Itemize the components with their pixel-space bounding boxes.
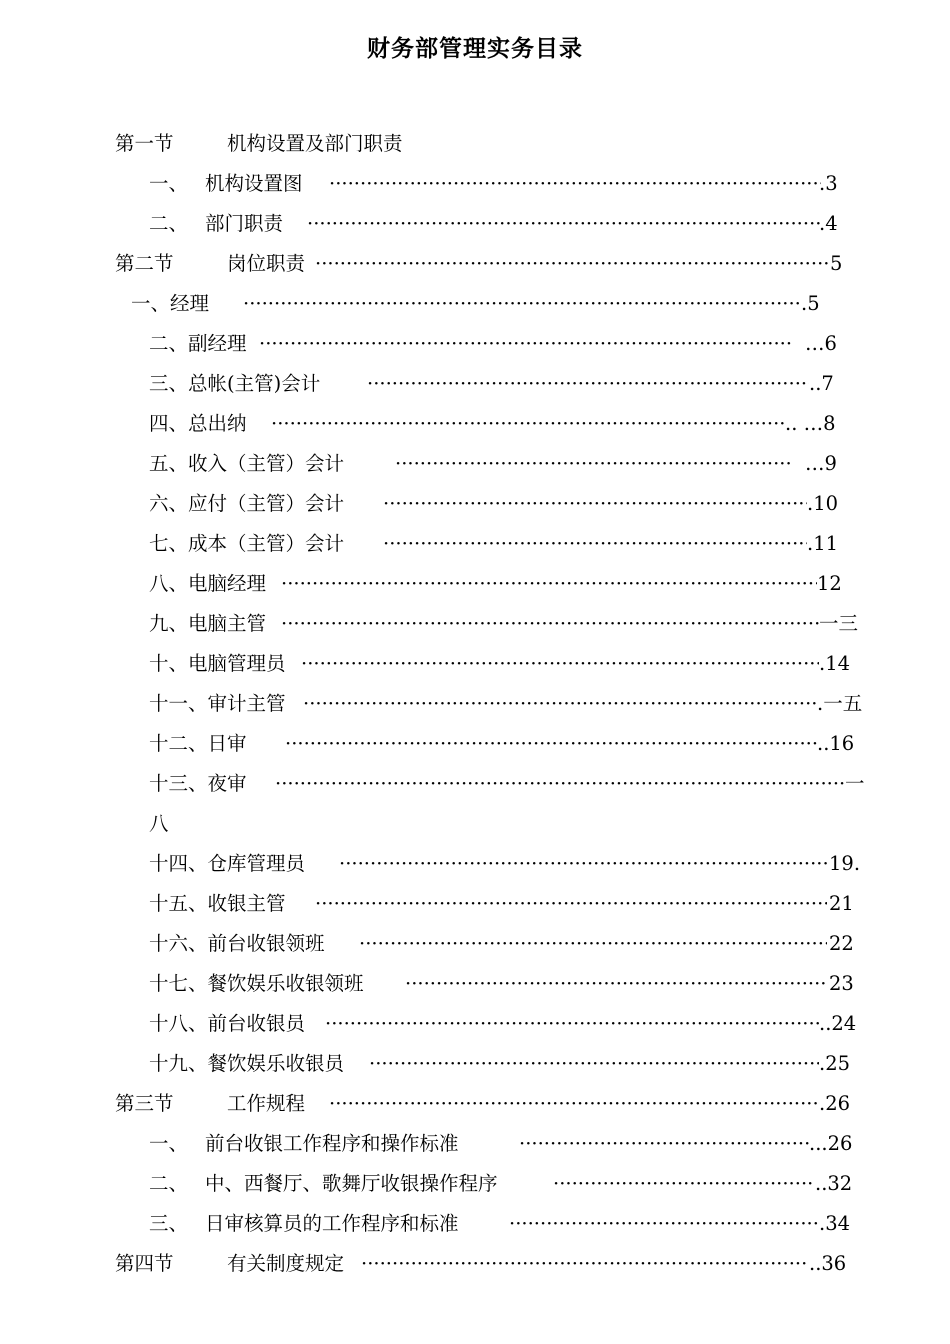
document-title: 财务部管理实务目录 [367, 35, 583, 62]
toc-entry[interactable] [149, 164, 838, 204]
entry-title: 十、电脑管理员 [149, 652, 286, 675]
dot-leader [395, 444, 793, 484]
toc-entry[interactable] [149, 324, 837, 364]
toc-entry-wrapped-page: 八 [149, 812, 169, 835]
page-number: 一 [845, 772, 865, 795]
page-number: .3 [819, 172, 838, 195]
section-number: 第三节 [115, 1092, 174, 1115]
entry-title: 十五、收银主管 [149, 892, 286, 915]
section-title: 机构设置及部门职责 [227, 132, 403, 155]
dot-leader [509, 1204, 819, 1244]
page-number: .26 [819, 1092, 851, 1115]
dot-leader [307, 204, 821, 244]
entry-title: 机构设置图 [205, 172, 303, 195]
page-number: .11 [807, 532, 839, 555]
dot-leader [519, 1124, 809, 1164]
page-number: .25 [819, 1052, 851, 1075]
toc-entry[interactable] [149, 684, 863, 724]
dot-leader [383, 524, 807, 564]
page-number: ...26 [809, 1132, 853, 1155]
page-number: .4 [819, 212, 838, 235]
toc-entry[interactable] [149, 844, 861, 884]
toc-entry[interactable] [149, 364, 834, 404]
page-number: 23 [829, 972, 854, 995]
entry-number: 一、 [149, 172, 189, 195]
entry-title: 三、总帐(主管)会计 [149, 372, 321, 395]
entry-title: 九、电脑主管 [149, 612, 267, 635]
dot-leader [383, 484, 807, 524]
dot-leader [329, 1084, 819, 1124]
dot-leader [281, 604, 819, 644]
page-number: .14 [819, 652, 851, 675]
toc-entry[interactable] [149, 564, 842, 604]
dot-leader [367, 364, 809, 404]
toc-entry[interactable] [149, 644, 851, 684]
entry-number: 一、 [149, 1132, 189, 1155]
dot-leader [243, 284, 801, 324]
dot-leader [275, 764, 845, 804]
toc-entry[interactable] [149, 204, 838, 244]
section-title: 有关制度规定 [227, 1252, 345, 1275]
entry-title: 八、电脑经理 [149, 572, 267, 595]
page-number: 19. [829, 852, 861, 875]
section-number: 第二节 [115, 252, 174, 275]
toc-entry[interactable] [149, 404, 836, 444]
entry-title: 十一、审计主管 [149, 692, 286, 715]
page-number: ..36 [809, 1252, 847, 1275]
dot-leader [301, 644, 819, 684]
dot-leader [315, 884, 827, 924]
entry-title: 十四、仓库管理员 [149, 852, 306, 875]
dot-leader [281, 564, 817, 604]
toc-entry[interactable] [149, 524, 839, 564]
toc-entry[interactable] [149, 764, 865, 804]
toc-entry[interactable] [149, 964, 854, 1004]
entry-title: 五、收入（主管）会计 [149, 452, 345, 475]
toc-entry[interactable] [149, 1004, 857, 1044]
toc-section-2[interactable] [115, 244, 843, 284]
toc-entry[interactable] [149, 1164, 853, 1204]
page-number: …9 [805, 452, 837, 475]
page-number: 21 [829, 892, 854, 915]
toc-entry[interactable] [149, 1204, 851, 1244]
page-number: 5 [830, 252, 843, 275]
page-number: .5 [801, 292, 820, 315]
entry-title: 日审核算员的工作程序和标准 [205, 1212, 459, 1235]
dot-leader [285, 724, 817, 764]
section-number: 第一节 [115, 132, 174, 155]
toc-section-1[interactable] [115, 124, 403, 164]
dot-leader [259, 324, 791, 364]
entry-title: 十六、前台收银领班 [149, 932, 325, 955]
toc-entry[interactable] [131, 284, 820, 324]
page-number: ..24 [819, 1012, 857, 1035]
entry-number: 二、 [149, 1172, 189, 1195]
page-number: 一三 [819, 612, 859, 635]
dot-leader [329, 164, 821, 204]
page-number: ..16 [817, 732, 855, 755]
dot-leader [339, 844, 827, 884]
entry-title: 十九、餐饮娱乐收银员 [149, 1052, 345, 1075]
page-number: …6 [805, 332, 837, 355]
toc-entry[interactable] [149, 444, 837, 484]
toc-entry[interactable] [149, 724, 855, 764]
page-number: ..7 [809, 372, 834, 395]
dot-leader [359, 924, 827, 964]
toc-entry[interactable] [149, 924, 854, 964]
section-title: 岗位职责 [227, 252, 306, 275]
toc-entry[interactable] [149, 484, 839, 524]
dot-leader [553, 1164, 815, 1204]
entry-title: 七、成本（主管）会计 [149, 532, 345, 555]
dot-leader [271, 404, 785, 444]
entry-title: 一、经理 [131, 292, 210, 315]
dot-leader [405, 964, 827, 1004]
toc-entry[interactable] [149, 1124, 853, 1164]
page-number: ..32 [815, 1172, 853, 1195]
entry-title: 六、应付（主管）会计 [149, 492, 345, 515]
dot-leader [315, 244, 829, 284]
entry-title: 前台收银工作程序和操作标准 [205, 1132, 459, 1155]
page-number: .一五 [817, 692, 863, 715]
section-number: 第四节 [115, 1252, 174, 1275]
toc-section-4[interactable] [115, 1244, 847, 1284]
entry-title: 二、副经理 [149, 332, 247, 355]
entry-number: 三、 [149, 1212, 189, 1235]
section-title: 工作规程 [227, 1092, 306, 1115]
toc-section-3[interactable] [115, 1084, 851, 1124]
entry-title: 十二、日审 [149, 732, 247, 755]
entry-title: 十三、夜审 [149, 772, 247, 795]
entry-title: 十八、前台收银员 [149, 1012, 306, 1035]
page-number: .. …8 [785, 412, 836, 435]
page-number: .34 [819, 1212, 851, 1235]
page-number: 22 [829, 932, 854, 955]
entry-title: 四、总出纳 [149, 412, 247, 435]
entry-title: 十七、餐饮娱乐收银领班 [149, 972, 364, 995]
toc-entry[interactable] [149, 1044, 851, 1084]
toc-entry[interactable] [149, 604, 859, 644]
dot-leader [303, 684, 817, 724]
dot-leader [361, 1244, 809, 1284]
entry-title: 部门职责 [205, 212, 284, 235]
entry-title: 中、西餐厅、歌舞厅收银操作程序 [205, 1172, 498, 1195]
dot-leader [369, 1044, 819, 1084]
entry-number: 二、 [149, 212, 189, 235]
page-number: .10 [807, 492, 839, 515]
toc-entry[interactable] [149, 884, 854, 924]
dot-leader [325, 1004, 819, 1044]
page-number: 12 [817, 572, 842, 595]
